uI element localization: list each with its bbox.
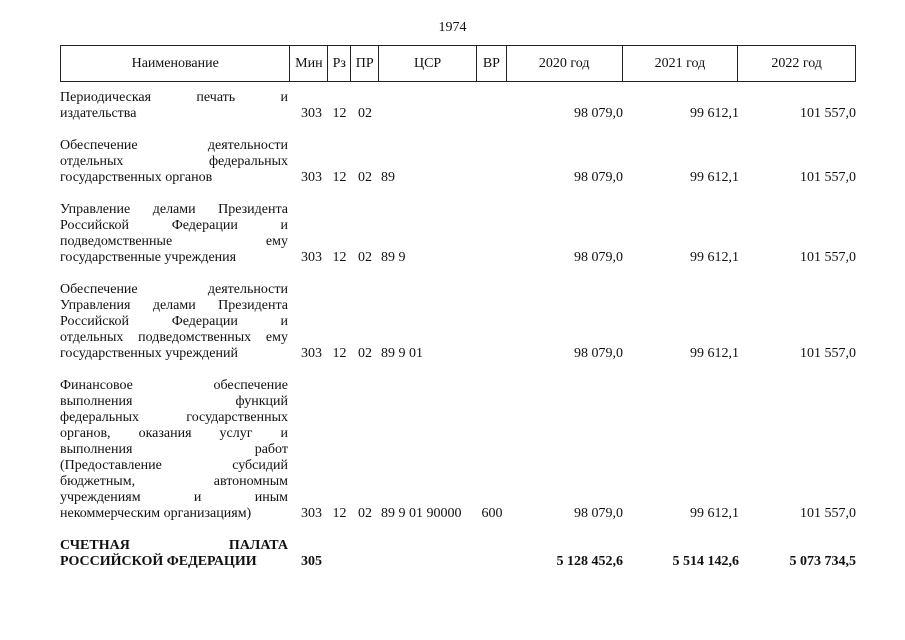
total-name-line: СЧЕТНАЯ ПАЛАТА	[60, 538, 288, 553]
row-name-line: подведомственные ему	[60, 234, 288, 249]
row-name-line: государственных органов	[60, 170, 213, 185]
row-2020: 98 079,0	[574, 250, 623, 265]
row-csr: 89	[381, 170, 395, 185]
row-name-line: издательства	[60, 106, 137, 121]
row-name	[60, 202, 290, 266]
row-csr: 89 9 01 90000	[381, 506, 462, 521]
row-name	[60, 90, 290, 122]
row-2022: 101 557,0	[800, 170, 856, 185]
header-2022: 2022 год	[771, 55, 822, 71]
row-2022: 101 557,0	[800, 106, 856, 121]
page-number: 1974	[438, 20, 467, 35]
row-name-line: отдельных подведомственных ему	[60, 330, 288, 345]
row-name-line: Периодическая печать и	[60, 90, 288, 105]
row-min: 303	[301, 346, 322, 361]
row-name-line: государственные учреждения	[60, 250, 237, 265]
row-name-line: выполнения работ	[60, 442, 288, 457]
row-csr: 89 9 01	[381, 346, 423, 361]
row-name-line: Обеспечение деятельности	[60, 138, 288, 153]
row-name-line: федеральных государственных	[60, 410, 288, 425]
header-min: Мин	[290, 46, 328, 81]
row-name-line: (Предоставление субсидий	[60, 458, 288, 473]
row-2022: 101 557,0	[800, 250, 856, 265]
total-name-line: РОССИЙСКОЙ ФЕДЕРАЦИИ	[60, 554, 257, 569]
header-vr: ВР	[477, 46, 507, 81]
row-name-line: отдельных федеральных	[60, 154, 288, 169]
row-pr: 02	[358, 170, 372, 185]
table-header	[60, 45, 856, 82]
row-2021: 99 612,1	[690, 506, 739, 521]
row-rz: 12	[332, 250, 347, 265]
row-2021: 99 612,1	[690, 106, 739, 121]
row-name-line: некоммерческим организациям)	[60, 506, 252, 521]
header-csr: ЦСР	[379, 46, 477, 81]
row-2020: 98 079,0	[574, 170, 623, 185]
row-min: 303	[301, 506, 322, 521]
total-2022: 5 073 734,5	[789, 554, 856, 569]
total-min: 305	[301, 554, 322, 569]
row-2021: 99 612,1	[690, 250, 739, 265]
row-2021: 99 612,1	[690, 346, 739, 361]
header-pr: ПР	[351, 46, 379, 81]
row-rz: 12	[332, 170, 347, 185]
row-name-line: Финансовое обеспечение	[60, 378, 288, 393]
header-name: Наименование	[61, 46, 290, 81]
row-min: 303	[301, 170, 322, 185]
row-2021: 99 612,1	[690, 170, 739, 185]
row-2020: 98 079,0	[574, 506, 623, 521]
row-name-line: Российской Федерации и	[60, 314, 288, 329]
header-2020: 2020 год	[507, 46, 623, 81]
row-name-line: бюджетным, автономным	[60, 474, 288, 489]
row-name-line: органов, оказания услуг и	[60, 426, 288, 441]
row-2022: 101 557,0	[800, 506, 856, 521]
total-name	[60, 538, 290, 570]
total-row	[60, 538, 856, 570]
row-name-line: Управление делами Президента	[60, 202, 288, 217]
row-pr: 02	[358, 250, 372, 265]
row-pr: 02	[358, 506, 372, 521]
row-name	[60, 378, 290, 522]
table-row	[60, 282, 856, 362]
row-csr: 89 9	[381, 250, 406, 265]
row-name	[60, 282, 290, 362]
header-rz: Рз	[328, 46, 351, 81]
row-rz: 12	[332, 506, 347, 521]
row-name-line: Обеспечение деятельности	[60, 282, 288, 297]
row-pr: 02	[358, 346, 372, 361]
row-name-line: государственных учреждений	[60, 346, 238, 361]
row-name-line: Управления делами Президента	[60, 298, 288, 313]
row-2022: 101 557,0	[800, 346, 856, 361]
row-2020: 98 079,0	[574, 346, 623, 361]
header-2021: 2021 год	[623, 46, 739, 81]
row-vr: 600	[481, 506, 503, 521]
table-row	[60, 202, 856, 266]
row-rz: 12	[332, 346, 347, 361]
row-name-line: выполнения функций	[60, 394, 288, 409]
table-row	[60, 90, 856, 122]
row-min: 303	[301, 250, 322, 265]
total-2020: 5 128 452,6	[556, 554, 623, 569]
row-name-line: Российской Федерации и	[60, 218, 288, 233]
row-pr: 02	[358, 106, 372, 121]
row-min: 303	[301, 106, 322, 121]
row-2020: 98 079,0	[574, 106, 623, 121]
table-row	[60, 138, 856, 186]
row-name-line: учреждениям и иным	[60, 490, 288, 505]
table-body	[60, 90, 856, 586]
row-name	[60, 138, 290, 186]
row-rz: 12	[332, 106, 347, 121]
table-row	[60, 378, 856, 522]
total-2021: 5 514 142,6	[672, 554, 739, 569]
